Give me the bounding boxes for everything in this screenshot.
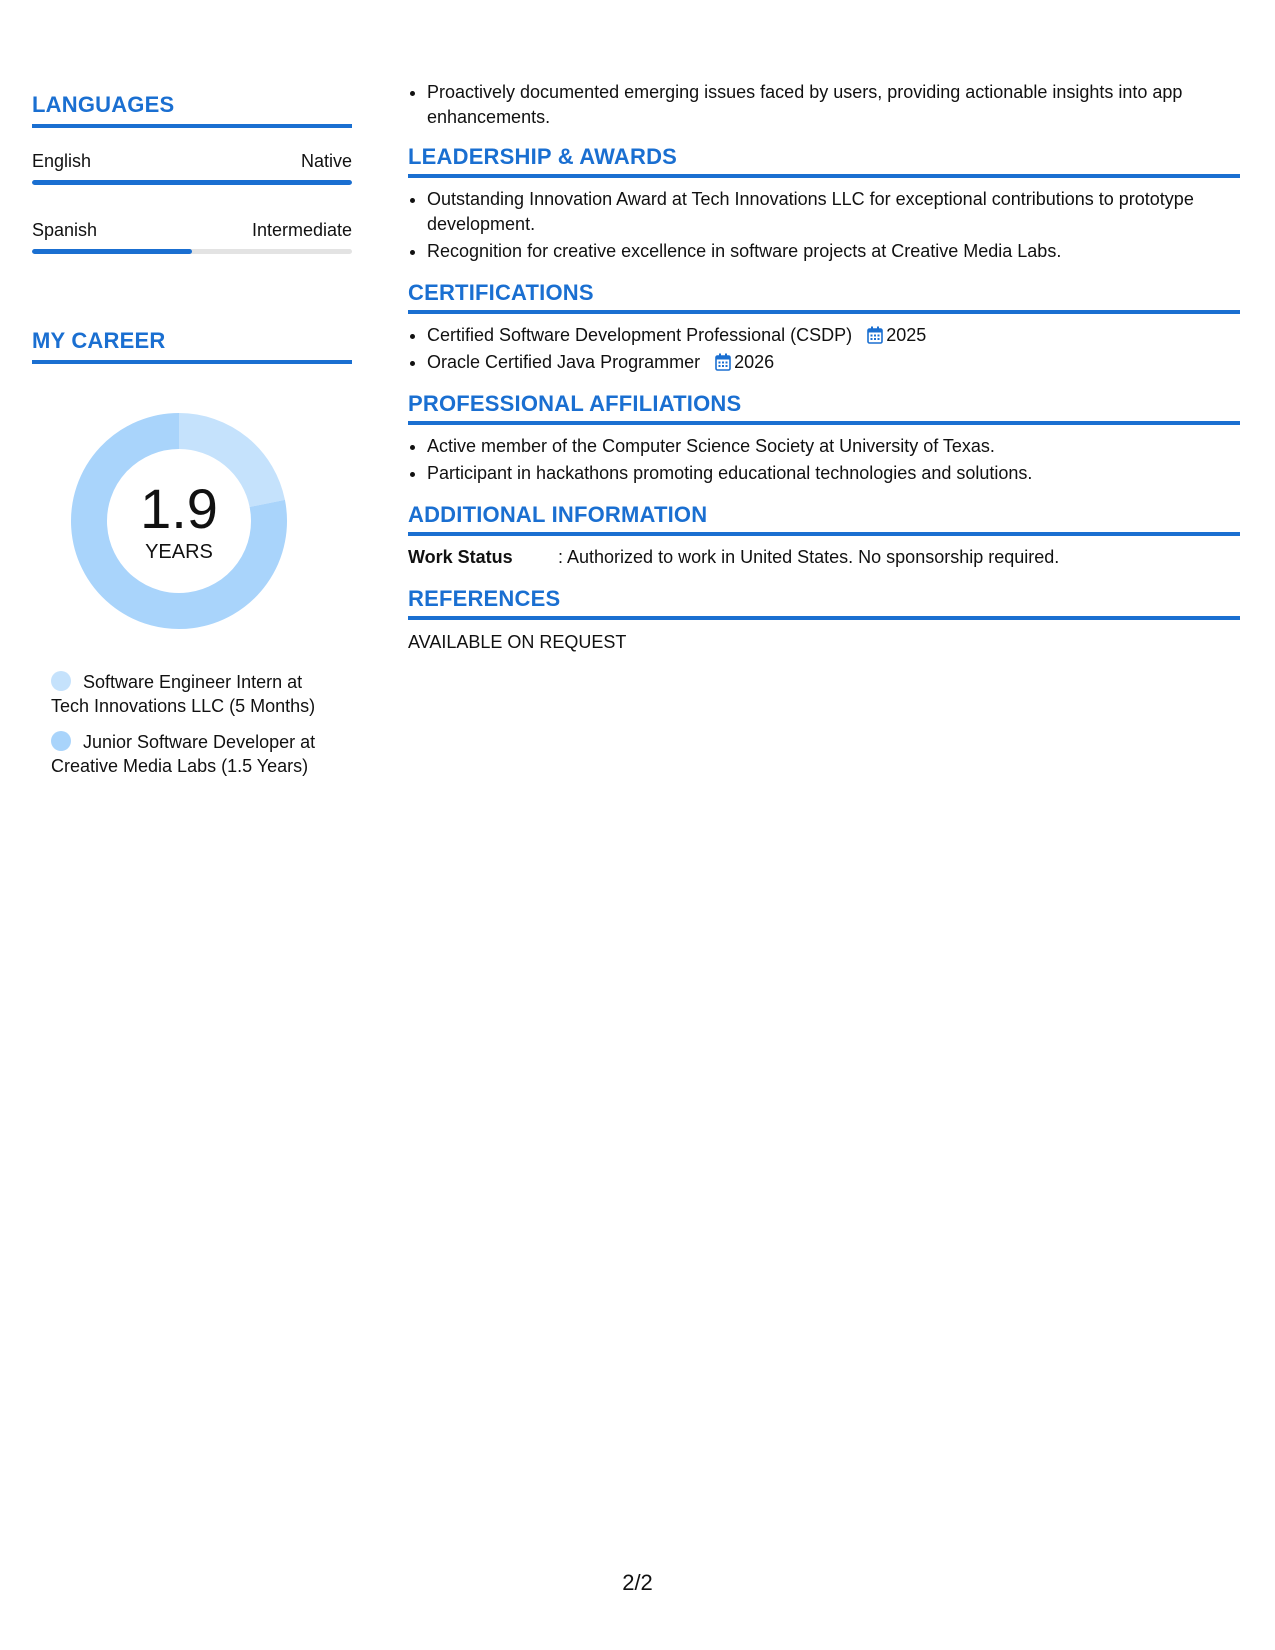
leadership-section bbox=[408, 144, 1240, 264]
legend-dot bbox=[51, 671, 71, 691]
certification-year: 2025 bbox=[886, 325, 927, 345]
left-column bbox=[32, 92, 352, 790]
references-section bbox=[408, 586, 1240, 655]
certification-item bbox=[427, 323, 1240, 348]
work-status-row bbox=[408, 545, 1240, 570]
work-status-value: : Authorized to work in United States. No sponsorship required. bbox=[558, 547, 1060, 567]
language-proficiency-fill bbox=[32, 180, 352, 185]
legend-label: Junior Software Developer at Creative Media Labs (1.5 Years) bbox=[51, 732, 316, 776]
references-title: REFERENCES bbox=[408, 586, 1240, 620]
list-item: • Participant in hackathons promoting educational technologies and solutions. bbox=[427, 461, 1240, 486]
language-name: English bbox=[32, 151, 92, 171]
career-section bbox=[32, 328, 352, 778]
affiliations-section bbox=[408, 391, 1240, 486]
references-text: AVAILABLE ON REQUEST bbox=[408, 632, 627, 652]
career-legend bbox=[51, 670, 341, 778]
page-number: 2/2 bbox=[622, 1570, 653, 1595]
additional-info-section bbox=[408, 502, 1240, 570]
certification-name: Certified Software Development Professional (CSDP) bbox=[427, 325, 853, 345]
calendar-icon bbox=[867, 326, 883, 344]
leadership-list bbox=[408, 187, 1240, 264]
language-item bbox=[32, 150, 352, 185]
language-name: Spanish bbox=[32, 220, 98, 240]
donut-center bbox=[66, 408, 292, 634]
certification-year: 2026 bbox=[734, 352, 775, 372]
list-item: • Proactively documented emerging issues faced by users, providing actionable insights into app enhancements. bbox=[427, 80, 1240, 130]
right-column bbox=[408, 80, 1240, 655]
languages-title: LANGUAGES bbox=[32, 92, 352, 128]
language-proficiency-fill bbox=[32, 249, 192, 254]
language-proficiency-bar bbox=[32, 249, 352, 254]
list-item: • Recognition for creative excellence in software projects at Creative Media Labs. bbox=[427, 239, 1240, 264]
work-status-label: Work Status bbox=[408, 547, 513, 567]
languages-section bbox=[32, 92, 352, 254]
calendar-icon bbox=[715, 353, 731, 371]
language-level: Native bbox=[300, 151, 352, 171]
certification-name: Oracle Certified Java Programmer bbox=[427, 352, 701, 372]
additional-info-title: ADDITIONAL INFORMATION bbox=[408, 502, 1240, 536]
legend-item bbox=[51, 730, 341, 778]
certifications-list bbox=[408, 323, 1240, 375]
career-donut-chart bbox=[66, 408, 292, 634]
certification-item bbox=[427, 350, 1240, 375]
language-proficiency-bar bbox=[32, 180, 352, 185]
legend-item bbox=[51, 670, 341, 718]
legend-dot bbox=[51, 731, 71, 751]
language-item bbox=[32, 219, 352, 254]
experience-tail-list bbox=[408, 80, 1240, 130]
language-row bbox=[32, 150, 352, 172]
career-total-value: 1.9 bbox=[140, 476, 218, 540]
affiliations-title: PROFESSIONAL AFFILIATIONS bbox=[408, 391, 1240, 425]
certifications-title: CERTIFICATIONS bbox=[408, 280, 1240, 314]
certifications-section bbox=[408, 280, 1240, 375]
language-row bbox=[32, 219, 352, 241]
list-item: • Outstanding Innovation Award at Tech Innovations LLC for exceptional contributions to prototype development. bbox=[427, 187, 1240, 237]
career-total-unit: YEARS bbox=[145, 540, 213, 563]
career-title: MY CAREER bbox=[32, 328, 352, 364]
list-item: • Active member of the Computer Science Society at University of Texas. bbox=[427, 434, 1240, 459]
language-level: Intermediate bbox=[251, 220, 352, 240]
leadership-title: LEADERSHIP & AWARDS bbox=[408, 144, 1240, 178]
legend-label: Software Engineer Intern at Tech Innovations LLC (5 Months) bbox=[51, 672, 316, 716]
affiliations-list bbox=[408, 434, 1240, 486]
